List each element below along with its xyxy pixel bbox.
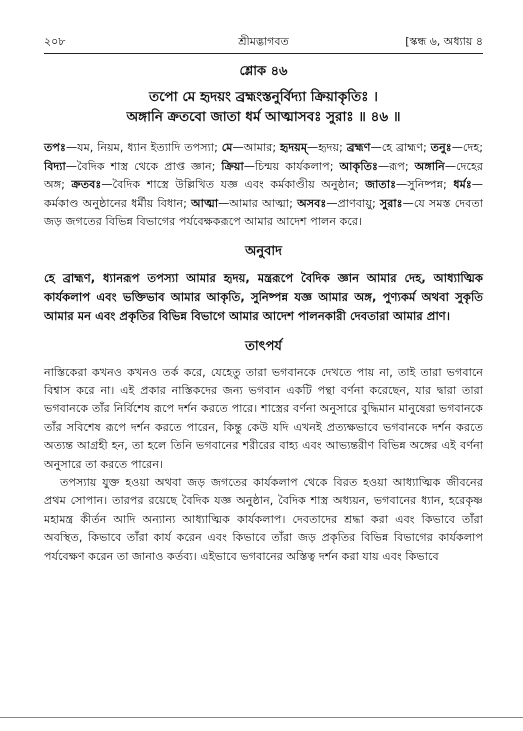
page-header (44, 33, 483, 49)
synonym-term: ব্রহ্মণ (346, 141, 371, 154)
synonym-meaning: —যম, নিয়ম, ধ্যান ইত্যাদি তপস্যা; (65, 141, 222, 154)
purport-heading: তাৎপর্য (245, 338, 282, 354)
synonym-term: সুরাঃ (379, 196, 403, 210)
synonym-term: আকৃতিঃ (339, 159, 378, 173)
synonym-term: তনুঃ (430, 141, 452, 154)
synonym-term: ধর্মঃ (453, 178, 472, 192)
translation-text: হে ব্রাহ্মণ, ধ্যানরূপ তপস্যা আমার হৃদয়, মন্ত্ররূপে বৈদিক জ্ঞান আমার দেহ, আধ্যাত্মিক কার্যকলাপ এবং ভক্তিভাব আমার আকৃতি, সুনিষ্পন্ন যজ্ঞ আমার অঙ্গ, পুণ্যকর্ম অথবা সুকৃতি আমার মন এবং প্রকৃতির বিভিন্ন বিভাগে আমার আদেশ পালনকারী দেবতারা আমার প্রাণ। (44, 270, 483, 324)
purport-paragraph-1: নাস্তিকেরা কখনও কখনও তর্ক করে, যেহেতু তারা ভগবানকে দেখতে পায় না, তাই তারা ভগবানে বিশ্বাস করে না। এই প্রকার নাস্তিকদের জন্য ভগবান একটি পন্থা বর্ণনা করেছেন, যার দ্বারা তারা ভগবানকে তাঁর নির্বিশেষ রূপে দর্শন করতে পারে। শাস্ত্রের বর্ণনা অনুসারে বুদ্ধিমান মানুষেরা ভগবানকে তাঁর সবিশেষ রূপে দর্শন করতে পারেন, কিন্তু কেউ যদি এখনই প্রত্যক্ষভাবে ভগবানকে দর্শন করতে অত্যন্ত আগ্রহী হন, তা হলে তিনি ভগবানের শরীরের বাহ্য এবং আভ্যন্তরীণ বিভিন্ন অঙ্গের এই বর্ণনা অনুসারে তা করতে পারেন। (44, 365, 483, 471)
synonym-term: মে (221, 141, 233, 154)
page-bottom-edge (0, 717, 523, 718)
synonym-term: বিদ্যা (44, 159, 66, 173)
synonym-term: হৃদয়ম্ (279, 141, 308, 154)
page-number: ২০৮ (44, 35, 66, 48)
synonym-meaning: —হে ব্রাহ্মণ; (370, 141, 431, 154)
synonym-term: জাতাঃ (365, 178, 397, 192)
purport-body (44, 364, 483, 566)
synonym-term: ক্রিয়া (221, 159, 244, 173)
synonym-meaning: —বৈদিক শাস্ত্র থেকে প্রাপ্ত জ্ঞান; (65, 159, 222, 173)
synonym-meaning: —রূপ; (377, 159, 415, 173)
synonym-meaning: —যে সমস্ত দেবতা জড় জগতের বিভিন্ন বিভাগের পর্যবেক্ষকরূপে আমার আদেশ পালন করে। (44, 196, 483, 229)
synonyms-paragraph (44, 139, 483, 232)
verse-line-1: তপো মে হৃদয়ং ব্রহ্মংস্তনুর্বিদ্যা ক্রিয়াকৃতিঃ । (149, 89, 378, 105)
synonym-meaning: —আমার; (232, 141, 280, 154)
synonym-term: অসবঃ (297, 196, 327, 210)
synonym-meaning: —হৃদয়; (307, 141, 347, 154)
translation-heading: অনুবাদ (245, 243, 282, 259)
synonym-meaning: —সুনিষ্পন্ন; (396, 178, 454, 192)
verse-line-2: অঙ্গানি ক্রতবো জাতা ধর্ম আত্মাসবঃ সুরাঃ ॥ ৪৬ ॥ (126, 109, 401, 125)
synonym-term: অঙ্গানি (414, 159, 445, 173)
synonym-term: ক্রতবঃ (71, 178, 102, 192)
book-title: শ্রীমদ্ভাগবত (238, 35, 289, 48)
synonym-term: তপঃ (44, 141, 66, 154)
synonym-meaning: —দেহ; (451, 141, 483, 154)
page-content (44, 62, 483, 566)
synonym-meaning: —প্রাণবায়ু; (326, 196, 380, 210)
synonym-meaning: —বৈদিক শাস্ত্রে উল্লিখিত যজ্ঞ এবং কর্মকাণ্ডীয় অনুষ্ঠান; (101, 178, 366, 192)
header-divider (44, 53, 483, 54)
synonym-meaning: —চিন্ময় কার্যকলাপ; (243, 159, 340, 173)
synonym-meaning: —আমার আত্মা; (218, 196, 298, 210)
synonym-meaning: —কর্মকাণ্ড অনুষ্ঠানের ধর্মীয় বিধান; (44, 178, 483, 210)
synonym-term: আত্মা (191, 196, 219, 210)
synonym-meaning: —দেহের অঙ্গ; (44, 159, 483, 192)
purport-paragraph-2: তপস্যায় যুক্ত হওয়া অথবা জড় জগতের কার্যকলাপ থেকে বিরত হওয়া আধ্যাত্মিক জীবনের প্রথম সোপান। তারপর রয়েছে বৈদিক যজ্ঞ অনুষ্ঠান, বৈদিক শাস্ত্র অধ্যয়ন, ভগবানের ধ্যান, হরেকৃষ্ণ মহামন্ত্র কীর্তন আদি অন্যান্য আধ্যাত্মিক কার্যকলাপ। দেবতাদের শ্রদ্ধা করা এবং কিভাবে তাঁরা অবস্থিত, কিভাবে তাঁরা কার্য করেন এবং কিভাবে তাঁরা জড় প্রকৃতির বিভিন্ন বিভাগের কার্যকলাপ পর্যবেক্ষণ করেন তা জানাও কর্তব্য। এইভাবে ভগবানের অস্তিত্ব দর্শন করা যায় এবং কিভাবে (44, 476, 483, 563)
verse-number: শ্লোক ৪৬ (239, 64, 288, 79)
section-reference: [স্কন্ধ ৬, অধ্যায় ৪ (405, 35, 483, 48)
